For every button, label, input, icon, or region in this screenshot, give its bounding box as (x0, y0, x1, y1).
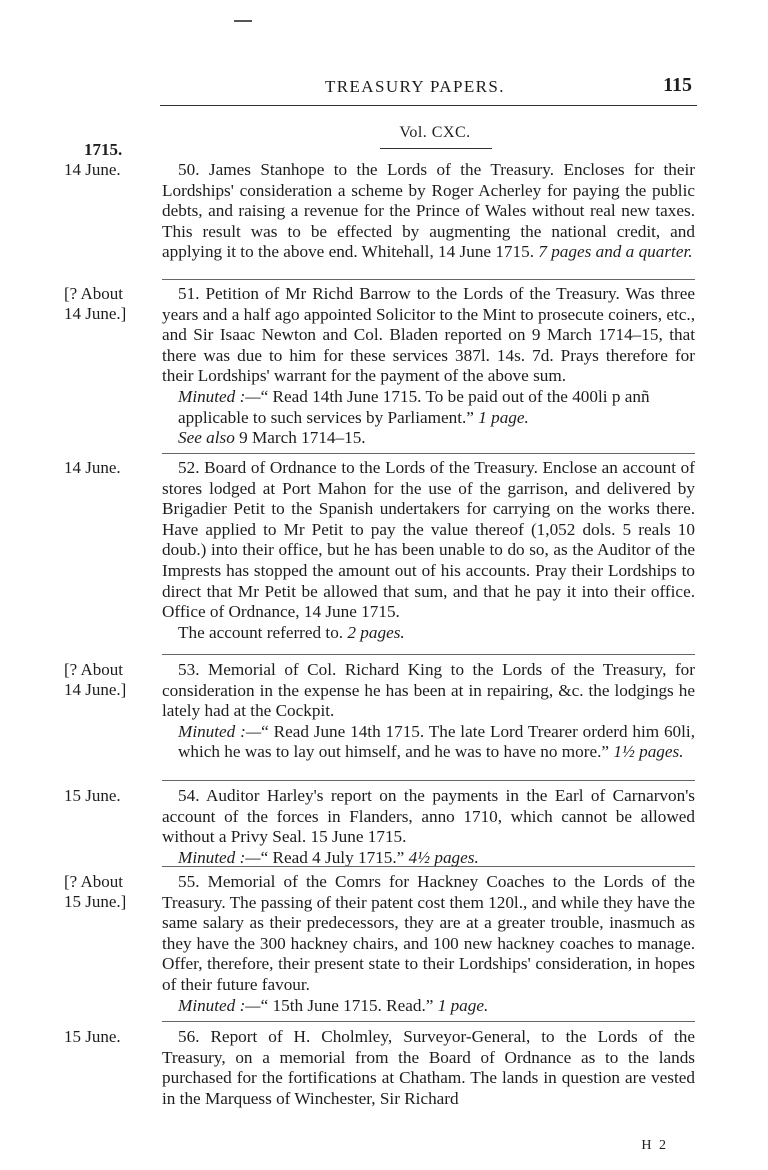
entry-text (162, 284, 695, 449)
margin-date (64, 872, 154, 912)
margin-date (64, 660, 154, 700)
entry-separator (162, 780, 695, 781)
margin-date (64, 1027, 154, 1047)
date-line: 14 June. (64, 160, 121, 179)
entry-paragraph: 50. James Stanhope to the Lords of the Treasury. Encloses for their Lordships' consideration a scheme by Roger Acherley for paying the public debts, and raising a revenue for the Prince of Wales without real new taxes. This result was to be effected by augmenting the national credit, and applying it to the above end. Whitehall, 14 June 1715. 7 pages and a quarter. (162, 160, 695, 262)
entry-paragraph: 55. Memorial of the Comrs for Hackney Coaches to the Lords of the Treasury. The passing of their patent cost them 120l., and while they have the same salary as their predecessors, they are at a greater trouble, inasmuch as they have the 300 hackney chairs, and 100 new hackney coaches to manage. Offer, therefore, their present state to their Lordships' consideration, in hopes of their future favour. (162, 872, 695, 994)
see-also-line: See also 9 March 1714–15. (178, 428, 366, 448)
margin-date (64, 786, 154, 806)
minuted-line: Minuted :—“ Read 4 July 1715.” 4½ pages. (178, 847, 479, 867)
page-count: 1½ pages. (613, 742, 684, 762)
top-mark (234, 20, 252, 22)
entry-separator (162, 279, 695, 280)
date-line: 14 June.] (64, 304, 127, 323)
date-line: [? About (64, 660, 124, 679)
date-line: 15 June. (64, 786, 121, 805)
date-line: [? About (64, 872, 124, 891)
volume-heading: Vol. CXC. (399, 124, 471, 141)
entry-text (162, 160, 695, 263)
entry-text (162, 1027, 695, 1109)
signature-mark: H 2 (641, 1138, 668, 1153)
entry-separator (162, 453, 695, 454)
enclosure-line: The account referred to. 2 pages. (178, 622, 405, 642)
date-line: 15 June. (64, 1027, 121, 1046)
margin-date (64, 458, 154, 478)
page-count: 1 page. (478, 407, 529, 427)
page-count: 2 pages. (347, 622, 405, 642)
page-count: 1 page. (437, 995, 489, 1015)
entry-text (162, 660, 695, 763)
entry-paragraph: 51. Petition of Mr Richd Barrow to the Lords of the Treasury. Was three years and a half ago appointed Solicitor to the Mint to prosecute coiners, etc., and Sir Isaac Newton and Col. Bladen reported on 9 March 1714–15, that there was due to him for these services 387l. 14s. 7d. Prays therefore for their Lordships' warrant for the payment of the above sum. (162, 284, 695, 386)
volume-rule (380, 148, 492, 149)
date-line: [? About (64, 284, 124, 303)
entry-separator (162, 654, 695, 655)
running-title: TREASURY PAPERS. (325, 77, 505, 96)
entry-paragraph: 52. Board of Ordnance to the Lords of the Treasury. Enclose an account of stores lodged at Port Mahon for the use of the garrison, and delivered by Brigadier Petit to the Spanish undertakers for carrying on the works there. Have applied to Mr Petit to pay the value thereof (1,052 dols. 5 reals 10 doub.) into their office, but he has been unable to do so, as the Auditor of the Imprests has stopped the amount out of his accounts. Pray their Lordships to direct that Mr Petit be allowed that sum, and that he pay it into their office. Office of Ordnance, 14 June 1715. (162, 458, 695, 622)
entry-text (162, 786, 695, 868)
year-label: 1715. (84, 140, 123, 159)
page-count: 4½ pages. (408, 847, 479, 867)
entry-paragraph: 56. Report of H. Cholmley, Surveyor-General, to the Lords of the Treasury, on a memorial from the Board of Ordnance as to the lands purchased for the fortifications at Chatham. The lands in question are vested in the Marquess of Winchester, Sir Richard (162, 1027, 695, 1108)
date-line: 14 June. (64, 458, 121, 477)
date-line: 15 June.] (64, 892, 127, 911)
entry-separator (162, 866, 695, 867)
page-number: 115 (663, 74, 692, 96)
entry-text (162, 872, 695, 1016)
margin-date (64, 284, 154, 324)
entry-separator (162, 1021, 695, 1022)
minuted-line: Minuted :—“ Read 14th June 1715. To be paid out of the 400li p anñ applicable to such services by Parliament.” 1 page. (178, 386, 650, 427)
entry-text (162, 458, 695, 643)
page-count: 7 pages and a quarter. (538, 242, 693, 262)
page-header (160, 74, 697, 104)
header-rule (160, 105, 697, 106)
margin-date (64, 140, 154, 180)
minuted-line: Minuted :—“ Read June 14th 1715. The late Lord Trearer orderd him 60li, which he was to lay out himself, and he was to have no more.” 1½ pages. (178, 721, 695, 762)
entry-paragraph: 54. Auditor Harley's report on the payments in the Earl of Carnarvon's account of the forces in Flanders, anno 1710, which cannot be allowed without a Privy Seal. 15 June 1715. (162, 786, 695, 847)
entry-paragraph: 53. Memorial of Col. Richard King to the Lords of the Treasury, for consideration in the expense he has been at in repairing, &c. the lodgings he lately had at the Cockpit. (162, 660, 695, 721)
minuted-line: Minuted :—“ 15th June 1715. Read.” 1 page. (178, 995, 489, 1015)
date-line: 14 June.] (64, 680, 127, 699)
